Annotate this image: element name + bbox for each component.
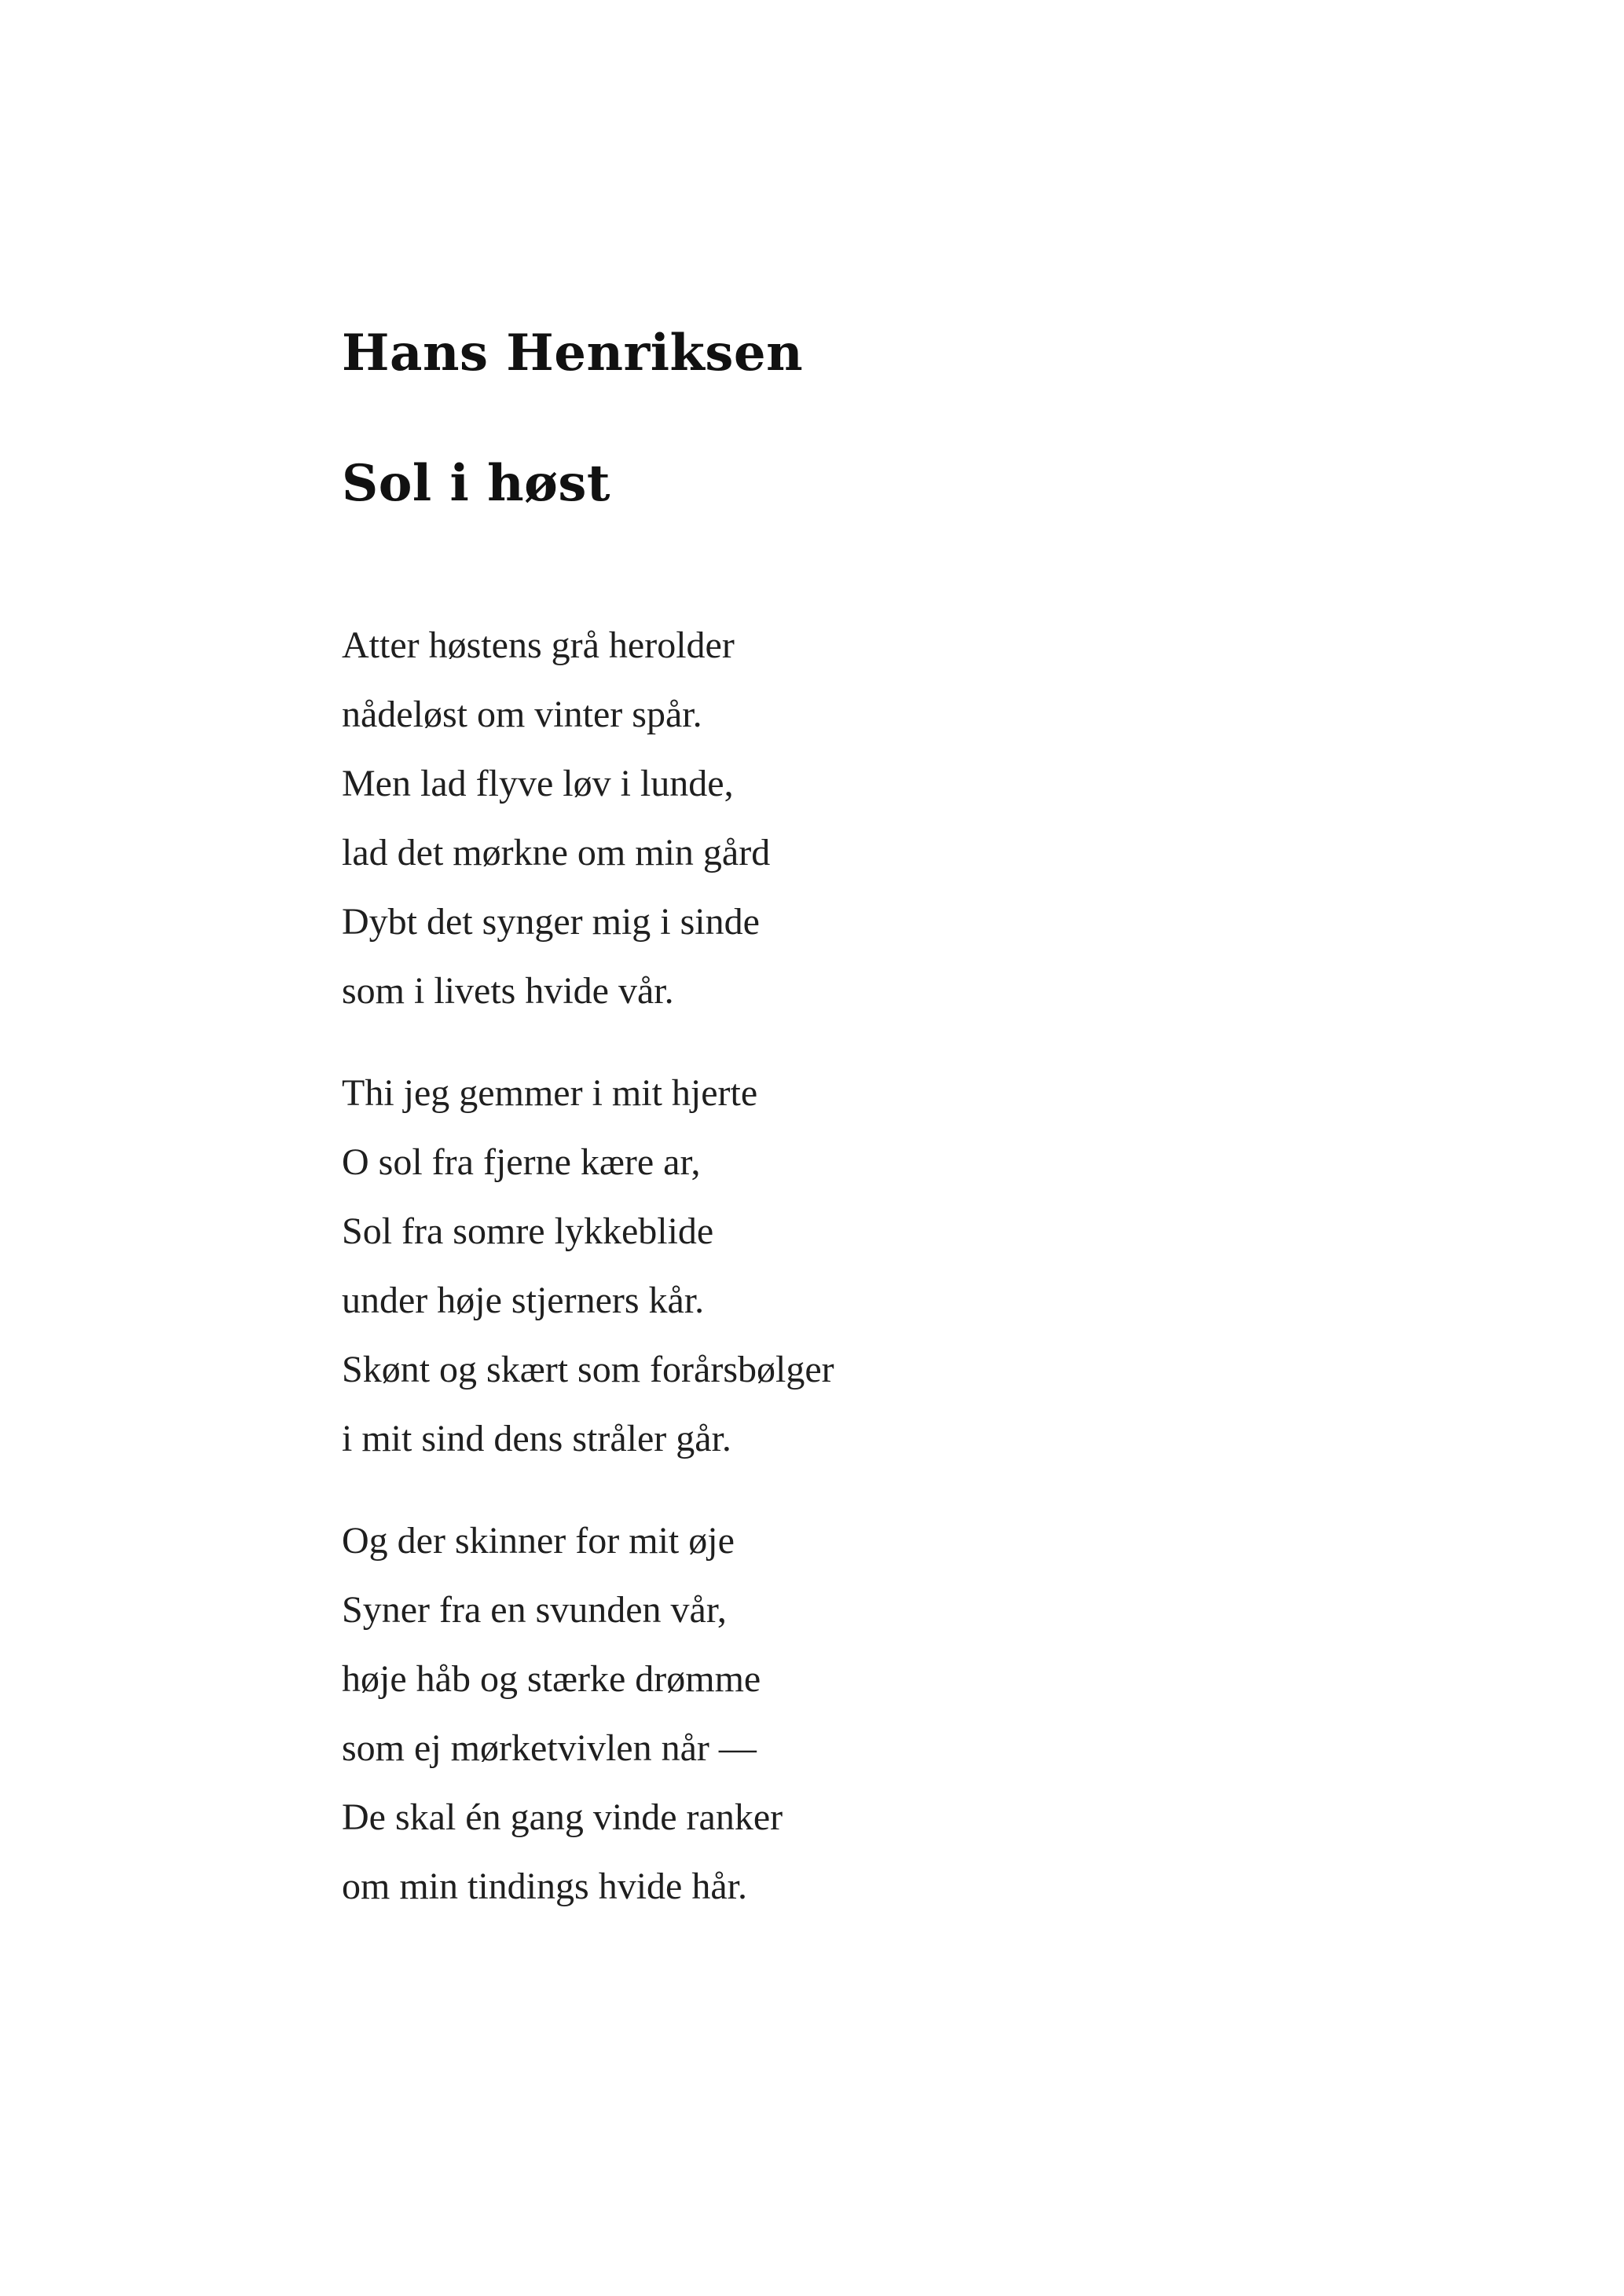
poem-line: Men lad flyve løv i lunde, (342, 763, 734, 804)
stanza-2 (342, 1059, 1363, 1474)
poem-line: høje håb og stærke drømme (342, 1658, 761, 1700)
poem-line: lad det mørkne om min gård (342, 832, 771, 873)
poem-line: Thi jeg gemmer i mit hjerte (342, 1072, 758, 1114)
stanza-1 (342, 611, 1363, 1026)
poem-title: Sol i høst (342, 454, 610, 513)
poem-line: De skal én gang vinde ranker (342, 1796, 783, 1838)
stanza-3 (342, 1507, 1363, 1921)
poem-line: Og der skinner for mit øje (342, 1520, 735, 1562)
poem-line: under høje stjerners kår. (342, 1280, 705, 1321)
poem-line: Sol fra somre lykkeblide (342, 1210, 714, 1252)
poem-line: Dybt det synger mig i sinde (342, 901, 760, 943)
poem-body (342, 611, 1363, 1954)
poem-line: Atter høstens grå herolder (342, 624, 735, 666)
poem-line: om min tindings hvide hår. (342, 1866, 747, 1907)
poem-line: O sol fra fjerne kære ar, (342, 1141, 701, 1183)
poem-line: som i livets hvide vår. (342, 970, 674, 1012)
poem-line: i mit sind dens stråler går. (342, 1418, 731, 1459)
poem-line: som ej mørketvivlen når — (342, 1727, 757, 1769)
poem-line: nådeløst om vinter spår. (342, 694, 702, 735)
poem-line: Skønt og skært som forårsbølger (342, 1349, 834, 1390)
author-name: Hans Henriksen (342, 324, 804, 383)
poem-line: Syner fra en svunden vår, (342, 1589, 727, 1631)
